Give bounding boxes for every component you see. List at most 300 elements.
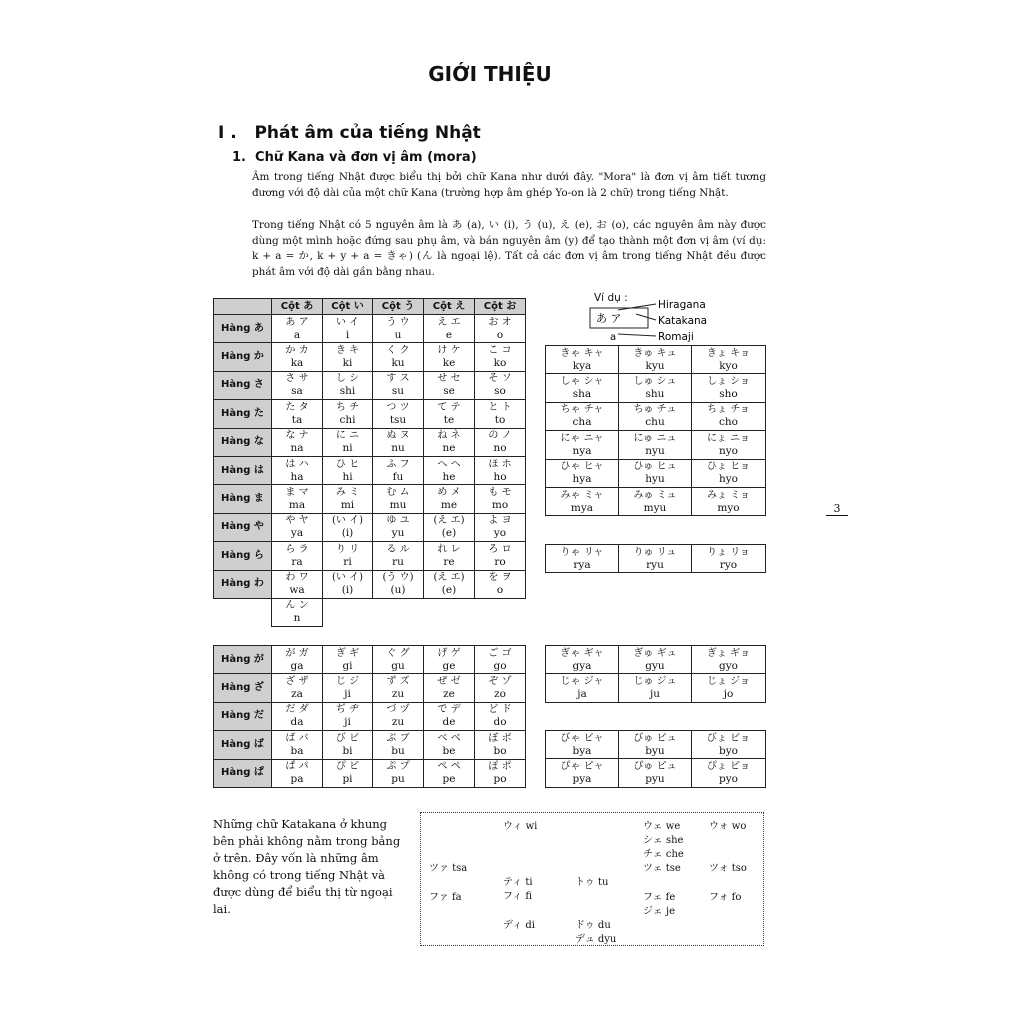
kana-cell: [475, 570, 526, 598]
romaji-text: ju: [649, 688, 661, 701]
kana-text: りゃ リャ: [560, 546, 604, 558]
romaji-text: ta: [291, 413, 303, 426]
row-header: Hàng や: [214, 513, 272, 541]
kana-text: ち チ: [335, 401, 360, 413]
column-header: Cột い: [323, 299, 373, 315]
romaji-text: bo: [493, 744, 507, 757]
kana-cell: [475, 485, 526, 513]
kana-text: え エ: [437, 316, 461, 328]
kana-text: び ビ: [335, 732, 360, 744]
romaji-text: rya: [573, 558, 591, 571]
kana-text: ぎょ ギョ: [706, 647, 751, 659]
romaji-text: myo: [717, 501, 740, 514]
kana-text: あ ア: [285, 316, 309, 328]
kana-text: な ナ: [285, 430, 309, 442]
kana-cell: [692, 346, 766, 374]
kana-tso: ツォ tso: [709, 863, 747, 874]
kana-cell: [475, 674, 526, 702]
paragraph-2: Trong tiếng Nhật có 5 nguyên âm là あ (a), い (i), う (u), え (e), お (o), các nguyên âm này được dùng một mình hoặc đứng sau phụ âm, và bán nguyên âm (y) để tạo thành một đơn vị âm (ví dụ: k + a = か, k + y + a = きゃ) (ん là ngoại lệ). Tất cả các đơn vị âm trong tiếng Nhật đều được phát âm với độ dài gần bằng nhau.: [252, 219, 766, 278]
kana-cell: [546, 346, 619, 374]
kana-cell: [272, 371, 323, 399]
example-label: Ví dụ :: [594, 292, 628, 304]
kana-cell: [373, 731, 424, 759]
table-row: [214, 371, 526, 399]
romaji-text: shi: [339, 385, 356, 398]
kana-cell: [546, 459, 619, 487]
table-row: [214, 702, 526, 730]
row-header: Hàng た: [214, 400, 272, 428]
kana-cell: [272, 731, 323, 759]
kana-cell: [373, 371, 424, 399]
romaji-text: ra: [291, 555, 303, 568]
romaji-text: pya: [572, 773, 592, 786]
kana-tu: トゥ tu: [575, 877, 609, 888]
kana-cell: [373, 428, 424, 456]
kana-text: ぴ ピ: [335, 761, 360, 773]
kana-cell: [373, 400, 424, 428]
romaji-text: ba: [290, 744, 304, 757]
paragraph-1: Âm trong tiếng Nhật được biểu thị bởi chữ Kana như dưới đây. "Mora" là đơn vị âm tiết tương đương với độ dài của một chữ Kana (trường hợp âm ghép Yo-on là 2 chữ) trong tiếng Nhật.: [252, 171, 766, 199]
legend-katakana: Katakana: [658, 315, 708, 327]
kana-text: ひょ ヒョ: [706, 461, 751, 473]
table-row: [214, 542, 526, 570]
row-header: Hàng ぱ: [214, 759, 272, 787]
kana-cell: [475, 400, 526, 428]
kana-text: ず ズ: [386, 676, 410, 688]
romaji-text: o: [496, 584, 504, 597]
romaji-text: zu: [391, 688, 405, 701]
page-number: 3: [826, 502, 848, 516]
romaji-text: sho: [719, 388, 738, 401]
kana-text: びょ ビョ: [706, 732, 751, 744]
kana-cell: [272, 570, 323, 598]
kana-text: る ル: [386, 543, 410, 555]
romaji-text: ga: [290, 659, 304, 672]
kana-text: お オ: [488, 316, 512, 328]
kana-cell: [619, 402, 692, 430]
kana-cell: [272, 674, 323, 702]
kana-cell: [619, 431, 692, 459]
kana-text: こ コ: [488, 345, 512, 357]
kana-cell: [475, 702, 526, 730]
table-row: [214, 485, 526, 513]
romaji-text: na: [290, 442, 304, 455]
kana-cell: [619, 545, 692, 573]
kana-text: づ ヅ: [386, 704, 410, 716]
romaji-text: mya: [570, 501, 594, 514]
kana-text: (い イ): [332, 572, 363, 584]
romaji-text: kyu: [645, 359, 665, 372]
romaji-text: yu: [391, 527, 405, 540]
romaji-text: (e): [441, 527, 457, 540]
romaji-text: cho: [719, 416, 738, 429]
romaji-text: pa: [290, 773, 304, 786]
romaji-text: shu: [645, 388, 665, 401]
kana-ti: ティ ti: [503, 877, 533, 888]
kana-text: ど ド: [488, 704, 512, 716]
romaji-text: su: [391, 385, 405, 398]
romaji-text: hya: [572, 473, 592, 486]
row-header: Hàng ば: [214, 731, 272, 759]
romaji-text: ryu: [646, 558, 664, 571]
romaji-text: be: [442, 744, 456, 757]
table-row: [214, 315, 526, 343]
romaji-text: gu: [391, 659, 405, 672]
kana-text: を ヲ: [488, 572, 512, 584]
corner-cell: [214, 299, 272, 315]
kana-cell: [546, 646, 619, 674]
kana-cell: [373, 646, 424, 674]
kana-text: き キ: [335, 345, 360, 357]
kana-text: ほ ホ: [488, 458, 512, 470]
kana-text: ちゅ チュ: [633, 404, 677, 416]
kana-text: ぽ ポ: [488, 761, 512, 773]
table-row: [214, 646, 526, 674]
kana-cell: [424, 570, 475, 598]
romaji-text: fu: [392, 470, 404, 483]
romaji-text: ke: [442, 357, 456, 370]
romaji-text: so: [494, 385, 506, 398]
table-row: [214, 456, 526, 484]
table-row: [546, 431, 766, 459]
kana-text: ゆ ユ: [386, 515, 410, 527]
romaji-text: za: [291, 688, 303, 701]
kana-text: り リ: [335, 543, 360, 555]
kana-cell: [424, 343, 475, 371]
romaji-text: chi: [339, 413, 356, 426]
kana-text: め メ: [437, 487, 461, 499]
romaji-text: pi: [342, 773, 353, 786]
footnote-text: Những chữ Katakana ở khung bên phải không nằm trong bảng ở trên. Đây vốn là những âm không có trong tiếng Nhật và được dùng để biểu thị từ ngoại lai.: [213, 817, 401, 916]
kana-cell: [272, 542, 323, 570]
kana-fo: フォ fo: [709, 892, 742, 903]
kana-text: しょ ショ: [707, 376, 750, 388]
romaji-text: o: [496, 328, 504, 341]
dakuten-yoon-table-2: [545, 730, 766, 788]
romaji-text: bu: [391, 744, 405, 757]
romaji-text: ro: [494, 555, 506, 568]
kana-text: が ガ: [285, 647, 309, 659]
romaji-text: hyo: [718, 473, 739, 486]
kana-cell: [373, 570, 424, 598]
romaji-text: nyu: [645, 444, 665, 457]
kana-cell: [272, 646, 323, 674]
kana-cell: [692, 374, 766, 402]
kana-cell: [272, 485, 323, 513]
table-row: [546, 674, 766, 702]
kana-cell: [546, 431, 619, 459]
romaji-text: nyo: [718, 444, 739, 457]
kana-cell: [475, 759, 526, 787]
romaji-text: gya: [572, 659, 592, 672]
kana-cell: [323, 485, 373, 513]
pointer-katakana: [636, 314, 656, 320]
kana-cell: [373, 513, 424, 541]
romaji-text: to: [494, 413, 506, 426]
row-header: Hàng は: [214, 456, 272, 484]
kana-text: て テ: [437, 401, 461, 413]
kana-text: びゅ ビュ: [633, 732, 677, 744]
romaji-text: ya: [290, 527, 304, 540]
kana-cell: [323, 343, 373, 371]
table-row: [546, 346, 766, 374]
romaji-text: pu: [391, 773, 405, 786]
kana-text: みゅ ミュ: [633, 489, 677, 501]
romaji-text: nya: [572, 444, 592, 457]
kana-text: し シ: [335, 373, 360, 385]
kana-we: ウェ we: [643, 821, 681, 832]
kana-cell: [424, 456, 475, 484]
kana-cell: [546, 674, 619, 702]
romaji-text: da: [290, 716, 304, 729]
kana-cell: [272, 456, 323, 484]
row-header: Hàng が: [214, 646, 272, 674]
kana-text: きゅ キュ: [633, 347, 677, 359]
kana-text: ぐ グ: [386, 647, 410, 659]
kana-cell: [692, 487, 766, 515]
kana-text: さ サ: [285, 373, 309, 385]
kana-di: ディ di: [503, 920, 535, 931]
romaji-text: pyu: [645, 773, 665, 786]
kana-she: シェ she: [643, 835, 684, 846]
table-row: [214, 731, 526, 759]
kana-text: びゃ ビャ: [560, 732, 604, 744]
kana-cell: [424, 513, 475, 541]
kana-cell: [546, 374, 619, 402]
kana-text: は ハ: [285, 458, 309, 470]
kana-dyu: デュ dyu: [575, 934, 617, 945]
romaji-text: ze: [443, 688, 455, 701]
romaji-text: kya: [572, 359, 592, 372]
kana-text: か カ: [285, 345, 309, 357]
kana-text: ら ラ: [285, 543, 309, 555]
romaji-text: do: [493, 716, 507, 729]
romaji-text: go: [493, 659, 507, 672]
table-row: [214, 343, 526, 371]
romaji-text: ne: [442, 442, 456, 455]
row-header: Hàng ざ: [214, 674, 272, 702]
table-row: [546, 759, 766, 787]
kana-cell: [475, 646, 526, 674]
romaji-text: he: [442, 470, 456, 483]
kana-text: ぷ プ: [386, 761, 410, 773]
column-header: Cột え: [424, 299, 475, 315]
kana-text: ぎ ギ: [335, 647, 360, 659]
kana-cell: [272, 428, 323, 456]
kana-cell: [424, 315, 475, 343]
kana-cell: [619, 459, 692, 487]
kana-text: い イ: [335, 316, 360, 328]
romaji-text: i: [345, 328, 350, 341]
romaji-text: ji: [344, 688, 351, 701]
kana-text: や ヤ: [285, 515, 309, 527]
kana-fa: ファ fa: [429, 892, 462, 903]
romaji-text: hi: [342, 470, 353, 483]
kana-cell: [373, 759, 424, 787]
kana-cell: [272, 513, 323, 541]
kana-wo: ウォ wo: [709, 821, 747, 832]
romaji-text: ha: [290, 470, 304, 483]
romaji-text: zu: [391, 716, 405, 729]
kana-text: きゃ キャ: [560, 347, 604, 359]
romaji-text: ryo: [719, 558, 738, 571]
example-kana: あ ア: [596, 312, 622, 325]
kana-cell: [272, 400, 323, 428]
kana-text: しゅ シュ: [633, 376, 677, 388]
blank-cell: [214, 598, 272, 626]
page-title: GIỚI THIỆU: [428, 62, 552, 86]
romaji-text: bi: [342, 744, 353, 757]
blank-cell: [373, 598, 424, 626]
romaji-text: nu: [391, 442, 405, 455]
romaji-text: mi: [340, 499, 355, 512]
kana-text: と ト: [488, 401, 512, 413]
romaji-text: ri: [343, 555, 352, 568]
row-header: Hàng わ: [214, 570, 272, 598]
kana-text: す ス: [386, 373, 410, 385]
romaji-text: po: [493, 773, 507, 786]
table-row: [214, 513, 526, 541]
row-header: Hàng ら: [214, 542, 272, 570]
kana-cell: [272, 759, 323, 787]
kana-text: ふ フ: [386, 458, 410, 470]
romaji-text: n: [293, 612, 301, 625]
gojuon-table: [213, 298, 526, 627]
kana-text: せ セ: [437, 373, 461, 385]
kana-text: け ケ: [437, 345, 461, 357]
table-row: [546, 459, 766, 487]
kana-cell: [475, 542, 526, 570]
kana-cell: [619, 646, 692, 674]
kana-text: ぼ ボ: [488, 732, 512, 744]
row-header: Hàng だ: [214, 702, 272, 730]
kana-text: にゃ ニャ: [560, 432, 604, 444]
dakuten-table: [213, 645, 526, 788]
romaji-text: chu: [645, 416, 665, 429]
romaji-text: byu: [645, 744, 665, 757]
kana-text: ぴゃ ピャ: [560, 761, 604, 773]
kana-text: む ム: [386, 487, 410, 499]
kana-cell: [619, 674, 692, 702]
kana-cell: [475, 456, 526, 484]
romaji-text: pyo: [719, 773, 738, 786]
table-row: [214, 570, 526, 598]
kana-text: ちょ チョ: [707, 404, 750, 416]
kana-text: じゃ ジャ: [560, 676, 604, 688]
romaji-text: gi: [342, 659, 353, 672]
kana-text: りょ リョ: [707, 546, 750, 558]
kana-cell: [323, 759, 373, 787]
kana-cell: [619, 487, 692, 515]
kana-text: (い イ): [332, 515, 363, 527]
kana-text: の ノ: [488, 430, 512, 442]
kana-cell: [272, 315, 323, 343]
kana-cell: [323, 702, 373, 730]
table-row: [546, 731, 766, 759]
kana-text: ぜ ゼ: [437, 676, 461, 688]
kana-text: ひ ヒ: [335, 458, 360, 470]
kana-text: だ ダ: [285, 704, 309, 716]
romaji-text: zo: [494, 688, 506, 701]
kana-text: ぱ パ: [285, 761, 309, 773]
dakuten-yoon-table-1: [545, 645, 766, 703]
romaji-text: ki: [342, 357, 353, 370]
kana-cell: [424, 371, 475, 399]
kana-text: みょ ミョ: [707, 489, 750, 501]
kana-text: じ ジ: [335, 676, 360, 688]
kana-text: わ ワ: [285, 572, 309, 584]
kana-cell: [475, 371, 526, 399]
kana-text: へ ヘ: [437, 458, 461, 470]
kana-text: きょ キョ: [706, 347, 751, 359]
legend-hiragana: Hiragana: [658, 299, 706, 311]
kana-text: ぺ ペ: [437, 761, 461, 773]
kana-cell: [692, 646, 766, 674]
romaji-text: bya: [572, 744, 592, 757]
kana-text: ぎゅ ギュ: [633, 647, 677, 659]
example-romaji: a: [610, 332, 617, 343]
kana-cell: [692, 431, 766, 459]
romaji-text: jo: [723, 688, 734, 701]
kana-wi: ウィ wi: [503, 821, 538, 832]
romaji-text: ge: [442, 659, 456, 672]
foreign-katakana-box: [420, 812, 764, 946]
kana-text: にょ ニョ: [707, 432, 750, 444]
row-header: Hàng か: [214, 343, 272, 371]
romaji-text: no: [493, 442, 507, 455]
kana-text: く ク: [386, 345, 410, 357]
kana-text: にゅ ニュ: [633, 432, 677, 444]
kana-text: ぴゅ ピュ: [633, 761, 677, 773]
column-header: Cột あ: [272, 299, 323, 315]
kana-cell: [424, 702, 475, 730]
row-header: Hàng あ: [214, 315, 272, 343]
kana-text: (え エ): [433, 515, 465, 527]
kana-text: に ニ: [335, 430, 360, 442]
romaji-text: (e): [441, 584, 457, 597]
kana-text: ま マ: [285, 487, 309, 499]
kana-cell: [373, 315, 424, 343]
kana-cell: [424, 646, 475, 674]
subsection-heading: 1. Chữ Kana và đơn vị âm (mora): [232, 150, 477, 165]
kana-cell: [323, 315, 373, 343]
kana-text: ば バ: [285, 732, 309, 744]
kana-text: ね ネ: [437, 430, 461, 442]
romaji-text: ku: [391, 357, 405, 370]
romaji-text: mo: [491, 499, 509, 512]
kana-cell: [424, 542, 475, 570]
kana-cell: [619, 731, 692, 759]
kana-cell: [424, 428, 475, 456]
kana-text: た タ: [285, 401, 309, 413]
kana-text: ぞ ゾ: [488, 676, 512, 688]
kana-tse: ツェ tse: [643, 863, 681, 874]
table-row: [546, 374, 766, 402]
kana-cell: [424, 759, 475, 787]
kana-text: も モ: [488, 487, 512, 499]
romaji-text: ni: [342, 442, 353, 455]
romaji-text: byo: [719, 744, 738, 757]
kana-text: ん ン: [285, 600, 309, 612]
kana-cell: [692, 459, 766, 487]
kana-cell: [424, 731, 475, 759]
column-header: Cột お: [475, 299, 526, 315]
romaji-text: mu: [389, 499, 407, 512]
romaji-text: myu: [643, 501, 667, 514]
romaji-text: ma: [288, 499, 306, 512]
blank-cell: [475, 598, 526, 626]
kana-text: ちゃ チャ: [560, 404, 604, 416]
